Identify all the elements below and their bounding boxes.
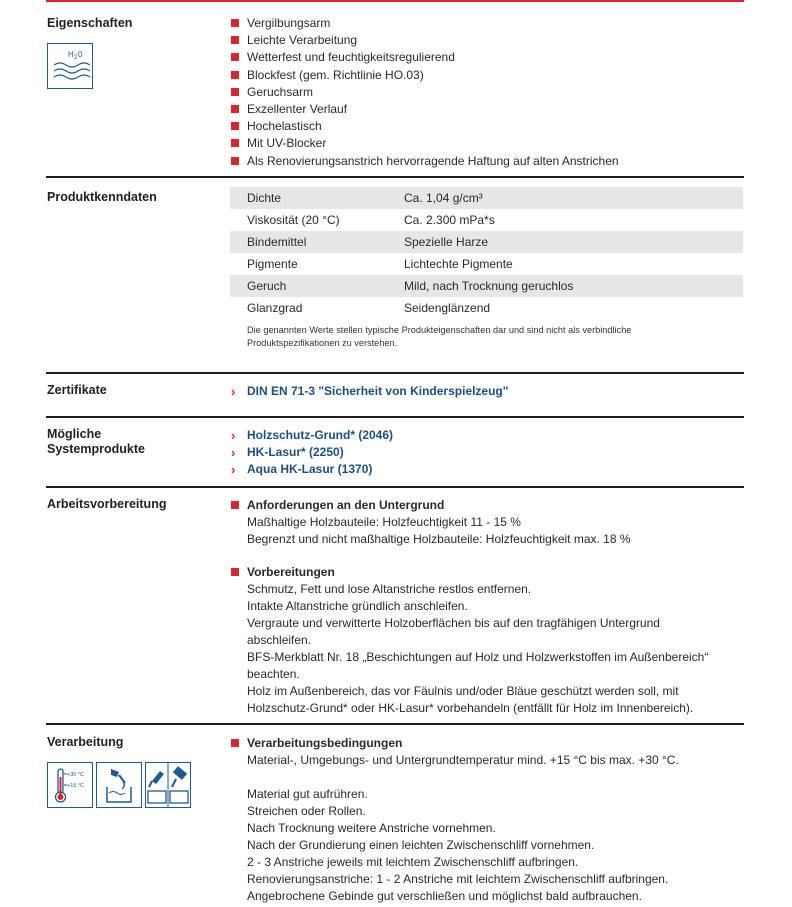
section-eigenschaften <box>46 15 744 175</box>
section-divider <box>46 723 744 725</box>
table-row <box>230 231 743 253</box>
list-item: Hochelastisch <box>231 118 744 135</box>
list-item: Blockfest (gem. Richtlinie HO.03) <box>231 67 744 84</box>
subsection-heading: Anforderungen an den Untergrund <box>231 497 744 514</box>
row-value: Spezielle Harze <box>387 231 743 253</box>
list-item: Leichte Verarbeitung <box>231 32 744 49</box>
blank-line <box>231 769 744 786</box>
section-label <box>47 427 145 457</box>
svg-text:0: 0 <box>78 50 83 59</box>
top-accent-line <box>46 0 744 2</box>
system-product-link[interactable] <box>231 444 744 461</box>
text-line: Intakte Altanstriche gründlich anschleifen. <box>247 599 468 614</box>
row-value: Mild, nach Trocknung geruchlos <box>387 275 743 297</box>
section-label: Verarbeitung <box>47 735 124 749</box>
text-line: Begrenzt und nicht maßhaltige Holzbauteile: Holzfeuchtigkeit max. 18 % <box>247 532 631 547</box>
thermo-high-label: +30 °C <box>67 772 85 778</box>
section-label: Eigenschaften <box>47 16 133 30</box>
section-label: Arbeitsvorbereitung <box>47 497 167 511</box>
table-row <box>230 209 743 231</box>
stir-paint-icon <box>96 762 142 808</box>
text-line: Schmutz, Fett und lose Altanstriche restlos entfernen. <box>247 582 532 597</box>
row-name: Pigmente <box>247 257 298 271</box>
section-label: Zertifikate <box>47 383 107 397</box>
chevron-right-icon: › <box>231 384 236 399</box>
brush-roller-icon <box>145 762 191 808</box>
row-name: Viskosität (20 °C) <box>247 213 340 227</box>
section-verarbeitung <box>46 735 744 907</box>
row-value: Seidenglänzend <box>404 301 491 315</box>
table-row <box>230 187 743 209</box>
text-line: Vergraute und verwitterte Holzoberflächen bis auf den tragfähigen Untergrund <box>247 616 660 631</box>
text-line: Holz im Außenbereich, das vor Fäulnis und/oder Bläue geschützt werden soll, mit <box>247 684 679 699</box>
row-name: Glanzgrad <box>247 301 303 315</box>
row-name: Bindemittel <box>230 231 387 253</box>
system-product-link[interactable] <box>231 427 744 444</box>
text-line: abschleifen. <box>247 633 312 648</box>
list-item: Mit UV-Blocker <box>231 135 744 152</box>
svg-text:2: 2 <box>74 55 78 61</box>
product-label: Aqua HK-Lasur (1370) <box>247 462 373 476</box>
section-produktkenndaten <box>46 187 744 367</box>
section-label: Produktkenndaten <box>47 190 157 204</box>
list-item: Vergilbungsarm <box>231 15 744 32</box>
text-line: Nach Trocknung weitere Anstriche vornehmen. <box>247 821 496 836</box>
product-data-table <box>231 187 744 350</box>
list-item: Wetterfest und feuchtigkeitsregulierend <box>231 49 744 66</box>
section-divider <box>46 372 744 374</box>
chevron-right-icon: › <box>231 428 236 443</box>
certificate-label: DIN EN 71-3 "Sicherheit von Kinderspielzeug" <box>247 384 509 398</box>
row-value: Ca. 1,04 g/cm³ <box>387 187 743 209</box>
product-label: Holzschutz-Grund* (2046) <box>247 428 394 442</box>
certificate-link[interactable] <box>231 383 744 400</box>
text-line: Renovierungsanstriche: 1 - 2 Anstriche mit leichtem Zwischenschliff aufbringen. <box>247 872 669 887</box>
h2o-water-icon <box>47 43 93 89</box>
section-divider <box>46 416 744 418</box>
row-name: Dichte <box>230 187 387 209</box>
subsection-heading: Verarbeitungsbedingungen <box>231 735 744 752</box>
label-line: Systemprodukte <box>47 442 145 456</box>
thermometer-icon <box>47 762 93 808</box>
subsection-heading: Vorbereitungen <box>231 564 744 581</box>
label-line: Mögliche <box>47 427 102 441</box>
list-item: Als Renovierungsanstrich hervorragende Haftung auf alten Anstrichen <box>231 153 744 170</box>
property-list <box>231 15 744 170</box>
text-line: Streichen oder Rollen. <box>247 804 366 819</box>
thermo-low-label: +15 °C <box>67 783 85 789</box>
chevron-right-icon: › <box>231 462 236 477</box>
section-systemprodukte <box>46 427 744 482</box>
section-arbeitsvorbereitung <box>46 497 744 717</box>
text-line: 2 - 3 Anstriche jeweils mit leichtem Zwischenschliff aufbringen. <box>247 855 579 870</box>
table-row <box>230 297 743 319</box>
table-row <box>230 253 743 275</box>
section-divider <box>46 176 744 178</box>
text-line: Holzschutz-Grund* oder HK-Lasur* vorbehandeln (entfällt für Holz im Innenbereich). <box>247 701 694 716</box>
text-line: beachten. <box>247 667 300 682</box>
text-line: Material-, Umgebungs- und Untergrundtemperatur mind. +15 °C bis max. +30 °C. <box>247 753 679 768</box>
row-value: Ca. 2.300 mPa*s <box>404 213 495 227</box>
text-line: Maßhaltige Holzbauteile: Holzfeuchtigkeit 11 - 15 % <box>247 515 521 530</box>
section-divider <box>46 486 744 488</box>
chevron-right-icon: › <box>231 445 236 460</box>
text-line: Angebrochene Gebinde gut verschließen und möglichst bald aufbrauchen. <box>247 889 642 904</box>
text-line: Material gut aufrühren. <box>247 787 368 802</box>
text-line: BFS-Merkblatt Nr. 18 „Beschichtungen auf Holz und Holzwerkstoffen im Außenbereich“ <box>247 650 709 665</box>
table-footnote: Die genannten Werte stellen typische Produkteigenschaften dar und sind nicht als verbindliche Produktspezifikationen zu verstehen. <box>247 325 632 348</box>
list-item: Exzellenter Verlauf <box>231 101 744 118</box>
product-label: HK-Lasur* (2250) <box>247 445 344 459</box>
list-item: Geruchsarm <box>231 84 744 101</box>
row-name: Geruch <box>230 275 387 297</box>
svg-text:H: H <box>68 50 74 59</box>
table-row <box>230 275 743 297</box>
system-product-link[interactable] <box>231 461 744 478</box>
text-line: Nach der Grundierung einen leichten Zwischenschliff vornehmen. <box>247 838 595 853</box>
section-zertifikate <box>46 383 744 413</box>
row-value: Lichtechte Pigmente <box>404 257 513 271</box>
